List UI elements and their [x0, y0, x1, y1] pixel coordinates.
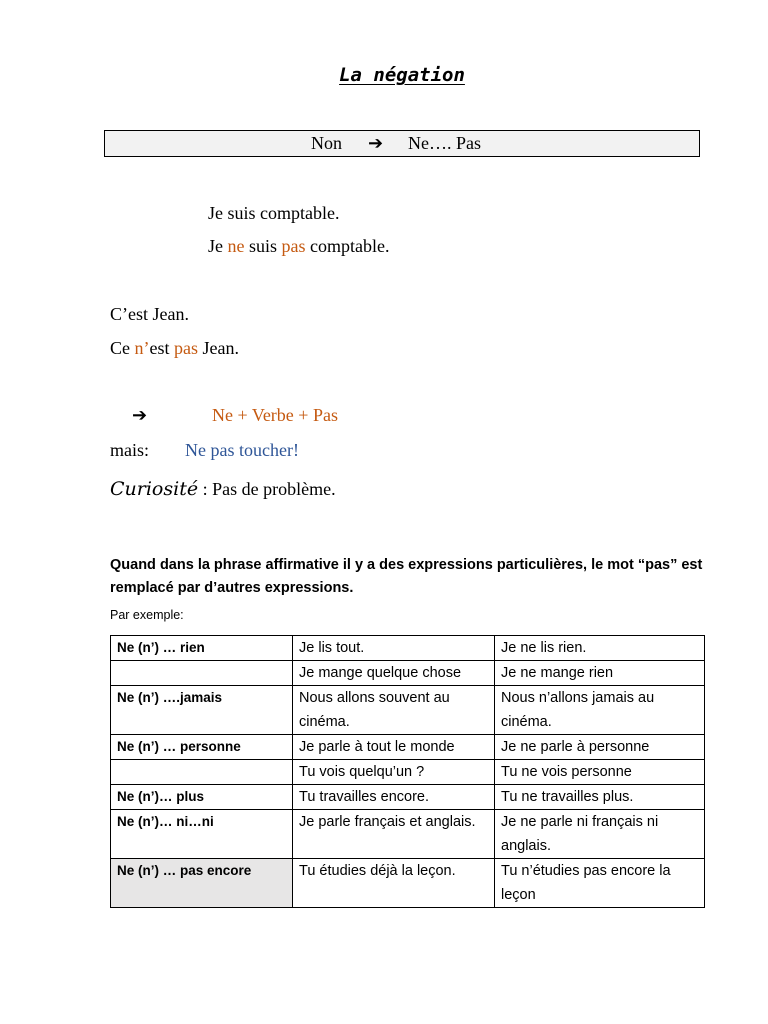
exception-label: mais:: [110, 440, 149, 460]
example2-negative: Ce n’est pas Jean.: [110, 338, 239, 358]
expression-cell: Ne (n’) … pas encore: [111, 859, 293, 908]
table-row: [111, 810, 705, 859]
affirmative-cell: Je mange quelque chose: [293, 661, 495, 686]
negative-cell: Tu ne travailles plus.: [495, 785, 705, 810]
rule-right: Ne…. Pas: [408, 133, 481, 153]
curiosity-line: [110, 478, 336, 500]
negative-cell: Tu ne vois personne: [495, 760, 705, 785]
expression-cell: Ne (n’)… plus: [111, 785, 293, 810]
negative-cell: Je ne lis rien.: [495, 636, 705, 661]
expression-cell: Ne (n’)… ni…ni: [111, 810, 293, 859]
example-label: Par exemple:: [110, 608, 184, 622]
table-row: [111, 686, 705, 735]
negative-cell: Nous n’allons jamais au cinéma.: [495, 686, 705, 735]
arrow-icon: ➔: [132, 405, 148, 425]
ne-word: ne: [227, 236, 245, 256]
affirmative-cell: Tu étudies déjà la leçon.: [293, 859, 495, 908]
curiosity-label: Curiosité: [110, 478, 199, 500]
table-row: [111, 735, 705, 760]
expression-cell: Ne (n’) ….jamais: [111, 686, 293, 735]
negation-formula: Ne + Verbe + Pas: [212, 405, 338, 425]
pas-word: pas: [281, 236, 306, 256]
rule-left: Non: [311, 133, 342, 153]
pas-word: pas: [174, 338, 198, 358]
example1-negative: Je ne suis pas comptable.: [208, 236, 390, 256]
example2-affirmative: C’est Jean.: [110, 304, 189, 324]
affirmative-cell: Je parle français et anglais.: [293, 810, 495, 859]
exception-text: Ne pas toucher!: [185, 440, 299, 460]
expression-cell: [111, 661, 293, 686]
negative-cell: Je ne parle à personne: [495, 735, 705, 760]
table-row: [111, 661, 705, 686]
negative-cell: Je ne mange rien: [495, 661, 705, 686]
affirmative-cell: Je lis tout.: [293, 636, 495, 661]
affirmative-cell: Tu travailles encore.: [293, 785, 495, 810]
table-row: [111, 859, 705, 908]
table-row: [111, 785, 705, 810]
page-title: La négation: [339, 64, 465, 86]
table-row: [111, 636, 705, 661]
negative-cell: Tu n’étudies pas encore la leçon: [495, 859, 705, 908]
negation-table: [110, 635, 705, 908]
expression-cell: [111, 760, 293, 785]
expression-cell: Ne (n’) … personne: [111, 735, 293, 760]
example1-affirmative: Je suis comptable.: [208, 203, 340, 223]
rule-box: [104, 130, 700, 157]
ne-word: n’: [134, 338, 150, 358]
affirmative-cell: Je parle à tout le monde: [293, 735, 495, 760]
expression-cell: Ne (n’) … rien: [111, 636, 293, 661]
intro-paragraph: Quand dans la phrase affirmative il y a des expressions particulières, le mot “pas” est remplacé par d’autres expressions.: [110, 557, 703, 596]
arrow-icon: ➔: [368, 133, 384, 153]
curiosity-text: : Pas de problème.: [198, 479, 336, 499]
affirmative-cell: Tu vois quelqu’un ?: [293, 760, 495, 785]
affirmative-cell: Nous allons souvent au cinéma.: [293, 686, 495, 735]
negative-cell: Je ne parle ni français ni anglais.: [495, 810, 705, 859]
table-row: [111, 760, 705, 785]
